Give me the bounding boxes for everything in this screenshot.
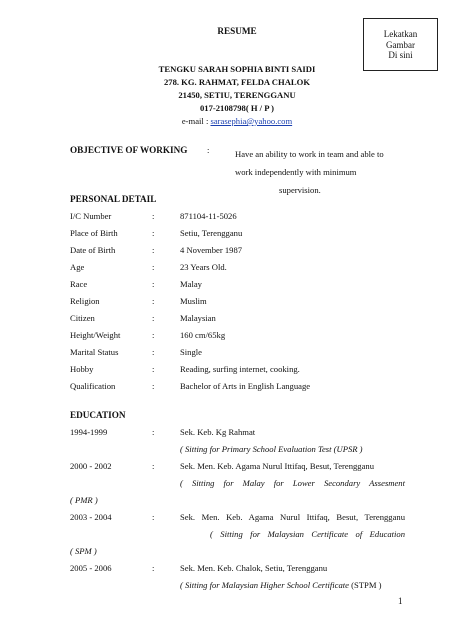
detail-value-citizen: Malaysian — [180, 313, 216, 323]
education-school-2: Sek. Men. Keb. Agama Nurul Ittifaq, Besut, Terengganu — [180, 461, 374, 471]
applicant-name: TENGKU SARAH SOPHIA BINTI SAIDI — [158, 64, 316, 74]
education-colon: : — [152, 427, 155, 437]
detail-value-qualification: Bachelor of Arts in English Language — [180, 381, 311, 391]
detail-colon: : — [152, 211, 155, 221]
detail-colon: : — [152, 296, 155, 306]
education-colon: : — [152, 512, 155, 522]
detail-value-height-weight: 160 cm/65kg — [180, 330, 226, 340]
objective-colon: : — [207, 145, 210, 155]
detail-label-date-of-birth: Date of Birth — [70, 245, 116, 255]
education-cert-3-cont: ( SPM ) — [70, 546, 97, 556]
detail-label-race: Race — [70, 279, 88, 289]
email-line — [0, 116, 474, 126]
education-school-1: Sek. Keb. Kg Rahmat — [180, 427, 256, 437]
photo-box-line-3: Di sini — [388, 50, 413, 60]
photo-box-line-2: Gambar — [386, 39, 415, 50]
education-cert-2-cont: ( PMR ) — [70, 495, 98, 505]
detail-value-hobby: Reading, surfing internet, cooking. — [180, 364, 300, 374]
education-years-4: 2005 - 2006 — [70, 563, 112, 573]
detail-colon: : — [152, 381, 155, 391]
detail-value-date-of-birth: 4 November 1987 — [180, 245, 243, 255]
education-colon: : — [152, 563, 155, 573]
address-line-1: 278. KG. RAHMAT, FELDA CHALOK — [163, 77, 311, 87]
detail-value-religion: Muslim — [180, 296, 207, 306]
education-heading: EDUCATION — [70, 410, 126, 420]
detail-label-qualification: Qualification — [70, 381, 116, 391]
education-school-3: Sek. Men. Keb. Agama Nurul Ittifaq, Besut, Terengganu — [180, 512, 405, 522]
objective-line-3: supervision. — [279, 185, 321, 195]
detail-value-place-of-birth: Setiu, Terengganu — [180, 228, 243, 238]
objective-line-2: work independently with minimum — [235, 167, 357, 177]
email-link[interactable]: sarasephia@yahoo.com — [210, 116, 293, 126]
email-label: e-mail : — [181, 116, 211, 126]
education-cert-4-tail: (STPM ) — [349, 580, 382, 590]
education-cert-3: ( Sitting for Malaysian Certificate of Education — [210, 529, 405, 539]
objective-line-1: Have an ability to work in team and able to — [235, 149, 384, 159]
objective-text — [235, 145, 410, 199]
education-school-4: Sek. Men. Keb. Chalok, Setiu, Terengganu — [180, 563, 328, 573]
detail-colon: : — [152, 330, 155, 340]
photo-box-line-1: Lekatkan — [383, 29, 418, 39]
personal-detail-heading: PERSONAL DETAIL — [70, 194, 157, 204]
education-years-3: 2003 - 2004 — [70, 512, 112, 522]
education-years-1: 1994-1999 — [70, 427, 108, 437]
detail-label-ic: I/C Number — [70, 211, 112, 221]
education-cert-1: ( Sitting for Primary School Evaluation Test (UPSR ) — [180, 444, 363, 454]
detail-label-religion: Religion — [70, 296, 100, 306]
detail-colon: : — [152, 364, 155, 374]
detail-value-marital-status: Single — [180, 347, 202, 357]
detail-colon: : — [152, 228, 155, 238]
education-colon: : — [152, 461, 155, 471]
detail-label-hobby: Hobby — [70, 364, 94, 374]
phone-number: 017-2108798( H / P ) — [200, 103, 274, 113]
education-cert-4: ( Sitting for Malaysian Higher School Certificate — [180, 580, 349, 590]
detail-colon: : — [152, 245, 155, 255]
page-number: 1 — [398, 596, 403, 606]
detail-colon: : — [152, 347, 155, 357]
detail-colon: : — [152, 313, 155, 323]
detail-label-height-weight: Height/Weight — [70, 330, 121, 340]
detail-label-citizen: Citizen — [70, 313, 95, 323]
objective-heading: OBJECTIVE OF WORKING — [70, 145, 188, 155]
detail-label-place-of-birth: Place of Birth — [70, 228, 118, 238]
detail-colon: : — [152, 262, 155, 272]
education-cert-4-line — [180, 580, 381, 590]
address-line-2: 21450, SETIU, TERENGGANU — [178, 90, 296, 100]
detail-value-age: 23 Years Old. — [180, 262, 227, 272]
education-years-2: 2000 - 2002 — [70, 461, 112, 471]
detail-value-race: Malay — [180, 279, 202, 289]
detail-label-age: Age — [70, 262, 85, 272]
detail-value-ic: 871104-11-5026 — [180, 211, 237, 221]
education-cert-2: ( Sitting for Malay for Lower Secondary Assesment — [180, 478, 405, 488]
detail-colon: : — [152, 279, 155, 289]
document-title: RESUME — [217, 26, 257, 36]
detail-label-marital-status: Marital Status — [70, 347, 119, 357]
